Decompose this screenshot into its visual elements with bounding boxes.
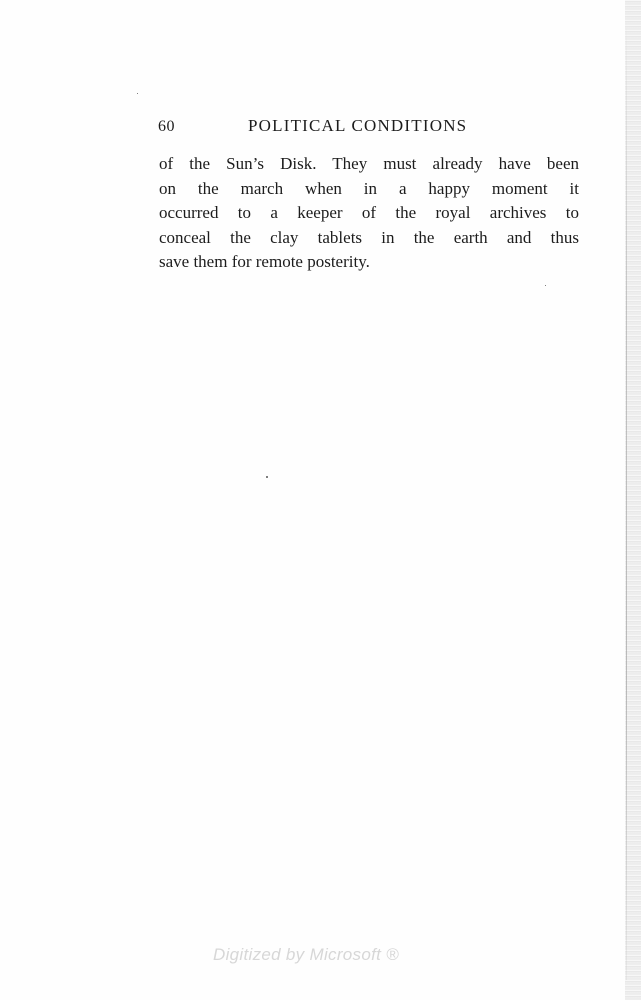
scan-binding-edge (625, 0, 641, 1000)
text-line: on the march when in a happy moment it (159, 178, 579, 198)
text-line: conceal the clay tablets in the earth and thus (159, 227, 579, 247)
text-line: occurred to a keeper of the royal archives to (159, 203, 579, 222)
scan-speck (266, 476, 268, 478)
running-head-title: POLITICAL CONDITIONS (248, 116, 468, 135)
scan-speck (545, 285, 546, 286)
scan-edge-line (626, 20, 627, 980)
text-line: of the Sun’s Disk. They must already have been (159, 154, 579, 173)
running-head (158, 116, 494, 140)
text-line: save them for remote posterity. (159, 252, 370, 271)
scan-speck (137, 93, 138, 94)
page-number: 60 (158, 118, 175, 135)
body-paragraph (159, 152, 579, 275)
digitization-watermark: Digitized by Microsoft ® (213, 945, 399, 964)
